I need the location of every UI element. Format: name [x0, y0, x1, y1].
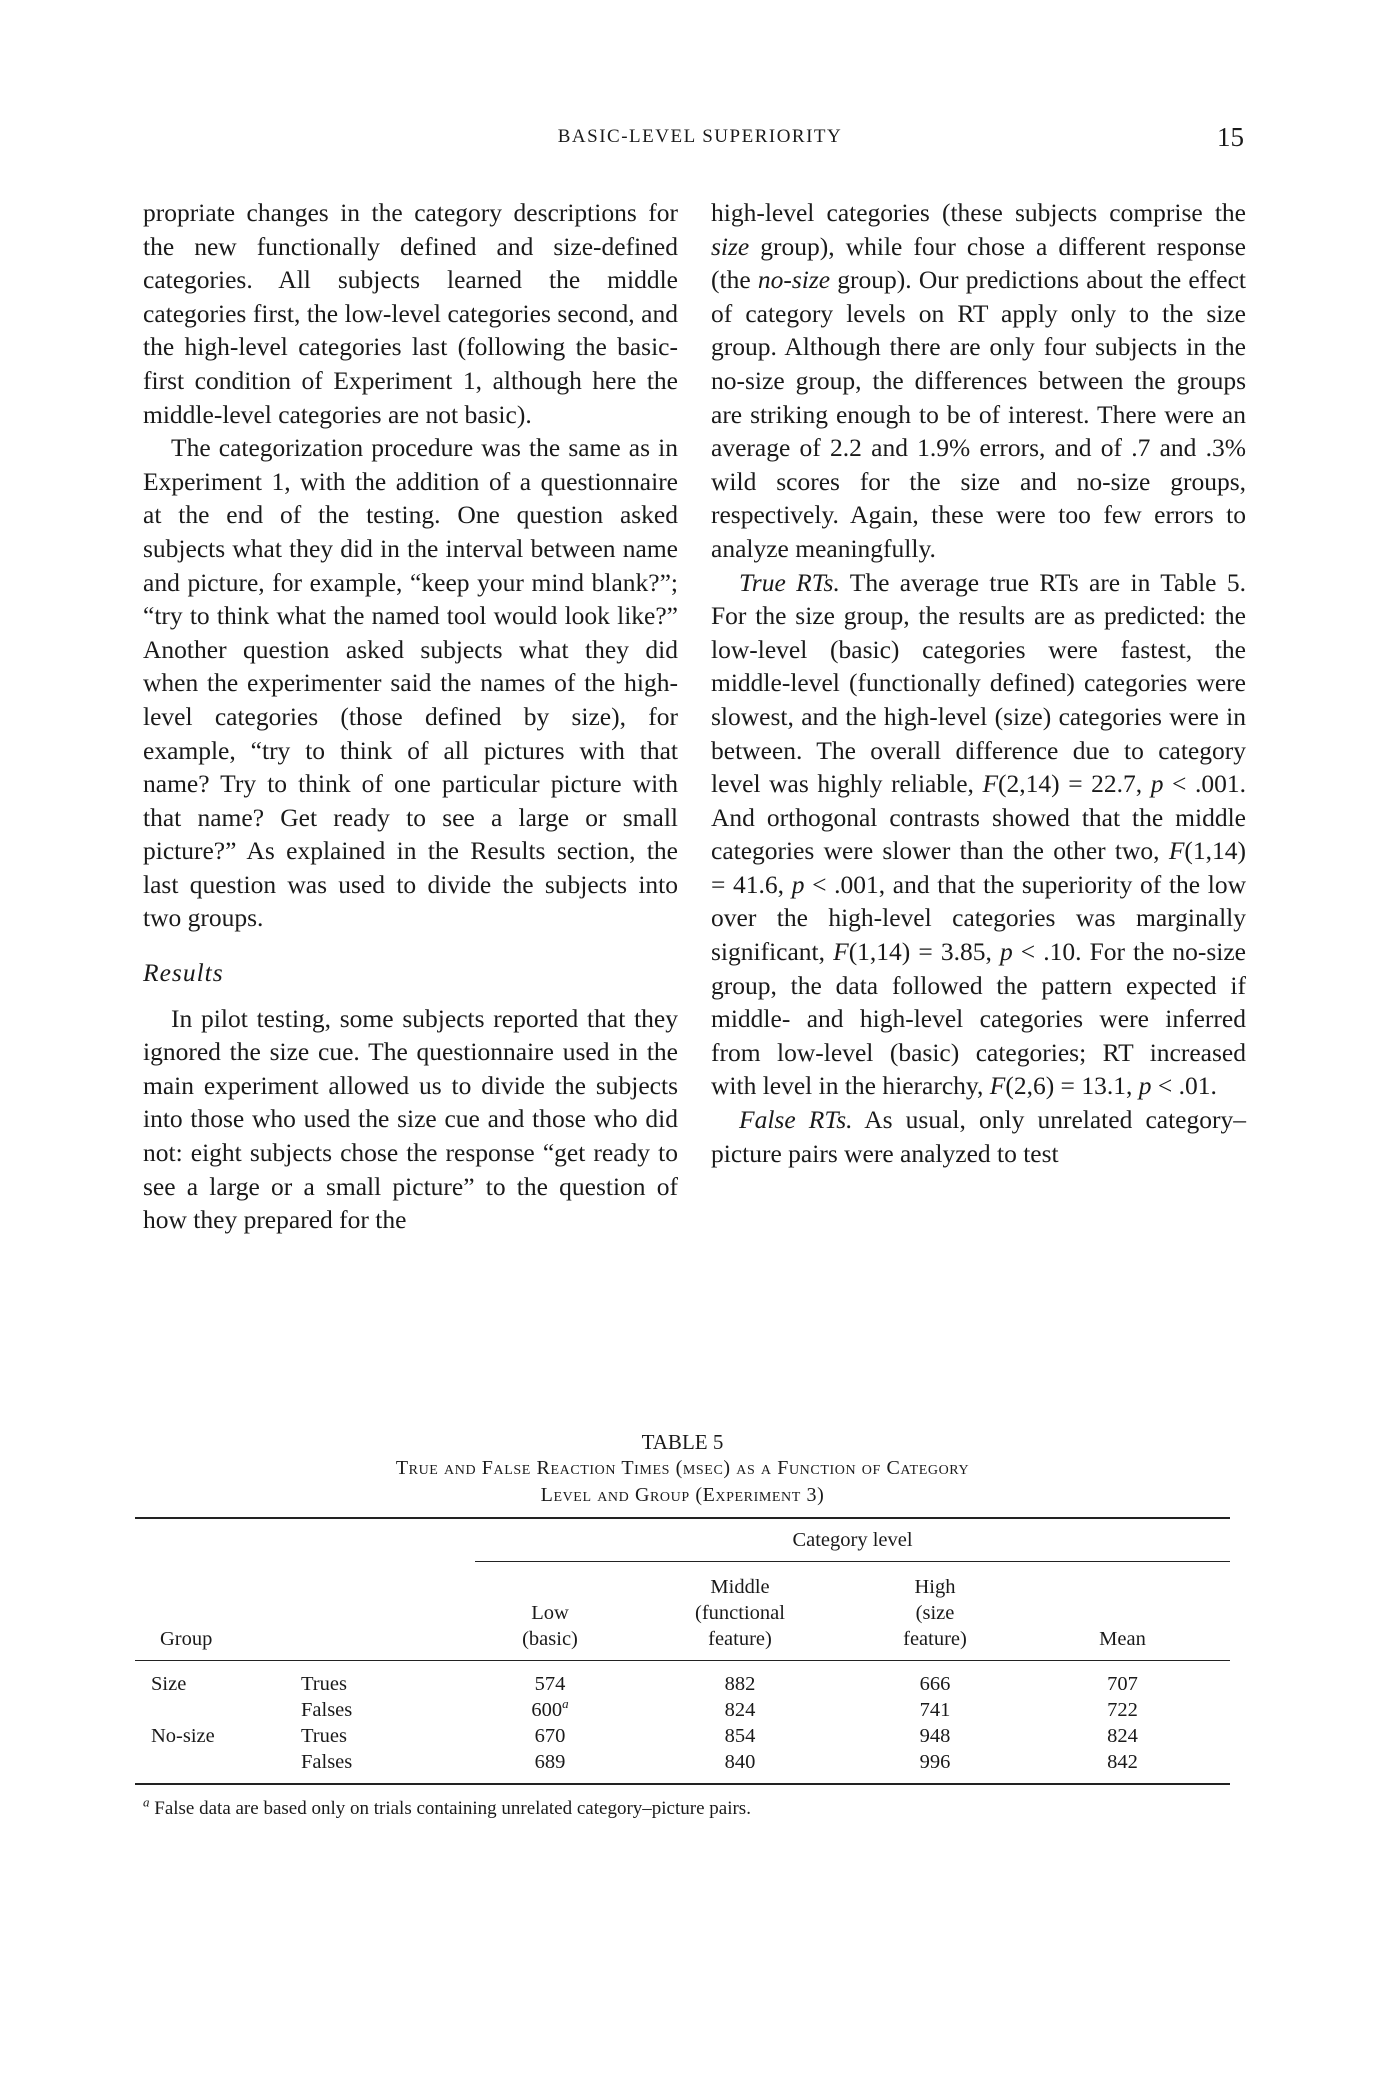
cell-type: Falses	[301, 1751, 353, 1773]
table-header-row	[135, 1562, 1230, 1661]
right-paragraph-3	[711, 1103, 1246, 1170]
stat-symbol: p	[1138, 1071, 1152, 1101]
text-span: < .01.	[1151, 1071, 1217, 1101]
footnote-marker: a	[143, 1794, 150, 1810]
col-header-low-line: Low	[531, 1602, 569, 1624]
cell-mean: 707	[1107, 1673, 1138, 1695]
col-header-middle	[625, 1562, 855, 1661]
cell-group: No-size	[151, 1725, 215, 1747]
cell-low	[475, 1697, 625, 1723]
stat-symbol: F	[982, 769, 999, 799]
table-caption	[293, 1455, 1073, 1509]
cell-mean: 722	[1107, 1699, 1138, 1721]
cell-mean: 824	[1107, 1725, 1138, 1747]
text-span: < .10. For the no-size group, the data followed the pattern expected if middle- and high-level categories were inferred from low-level (basic) categories; RT increased with level in the hierarchy,	[711, 937, 1246, 1101]
cell-high: 666	[919, 1673, 951, 1695]
cell-type: Trues	[301, 1673, 347, 1695]
text-span: The average true RTs are in Table 5. For the size group, the results are as predicted: the low-level (basic) categories were fastest, the middle-level (functionally defined) categories were slowest, and the high-level (size) categories were in between. The overall difference due to category level was highly reliable,	[711, 567, 1247, 799]
left-paragraph-3: In pilot testing, some subjects reported that they ignored the size cue. The questionnaire used in the main experiment allowed us to divide the subjects into those who used the size cue and those who did not: eight subjects chose the response “get ready to see a large or a small picture” to the question of how they prepared for the	[143, 1003, 678, 1235]
cell-high: 996	[919, 1751, 951, 1773]
text-span: (2,14) = 22.7,	[998, 769, 1151, 799]
footnote-marker: a	[562, 1696, 569, 1712]
table-row	[135, 1723, 1230, 1749]
right-column	[711, 196, 1246, 1170]
right-paragraph-1	[711, 196, 1246, 566]
cell-mean: 842	[1107, 1751, 1138, 1773]
cell-group: Size	[151, 1673, 187, 1695]
table-caption-line-2: Level and Group (Experiment 3)	[540, 1484, 825, 1506]
cell-middle: 840	[724, 1751, 756, 1773]
stat-symbol: p	[1150, 769, 1164, 799]
col-header-blank	[285, 1562, 475, 1661]
cell-high: 948	[919, 1725, 951, 1747]
paragraph-lead-false-rts: False RTs.	[739, 1105, 853, 1135]
cell-low: 689	[534, 1751, 566, 1773]
cell-group	[135, 1697, 285, 1723]
running-title: BASIC-LEVEL SUPERIORITY	[557, 126, 843, 147]
footnote-text: False data are based only on trials containing unrelated category–picture pairs.	[154, 1798, 751, 1819]
col-header-middle-line: feature)	[708, 1628, 772, 1650]
text-span: group). Our predictions about the effect of category levels on RT apply only to the size group. Although there are only four subjects in the no-size group, the differences between the groups are striking enough to be of interest. There were an average of 2.2 and 1.9% errors, and of .7 and .3% wild scores for the size and no-size groups, respectively. Again, these were too few errors to analyze meaningfully.	[711, 265, 1246, 563]
col-header-mean: Mean	[1099, 1628, 1146, 1650]
stat-symbol: p	[791, 869, 805, 899]
table-row	[135, 1749, 1230, 1784]
left-paragraph-1: propriate changes in the category descriptions for the new functionally defined and size-defined categories. All subjects learned the middle categories first, the low-level categories second, and the high-level categories last (following the basic-first condition of Experiment 1, although here the middle-level categories are not basic).	[143, 198, 678, 429]
cell-low: 670	[534, 1725, 566, 1747]
stat-symbol: F	[989, 1071, 1006, 1101]
col-header-middle-line: (functional	[695, 1602, 785, 1624]
page-number: 15	[1217, 122, 1244, 152]
spanner-empty	[135, 1518, 475, 1562]
stat-symbol: F	[833, 937, 849, 967]
table-row	[135, 1661, 1230, 1698]
text-span: As usual, only unrelated category–picture pairs were analyzed to test	[711, 1105, 1246, 1168]
col-header-high-line: (size	[915, 1602, 955, 1624]
right-paragraph-2	[711, 566, 1246, 1104]
cell-middle: 854	[724, 1725, 756, 1747]
italic-term-size: size	[711, 231, 750, 261]
cell-high: 741	[919, 1699, 951, 1721]
table-row	[135, 1697, 1230, 1723]
text-span: (1,14) = 41.6,	[711, 836, 1246, 899]
table-caption-line-1: True and False Reaction Times (msec) as a Function of Category	[395, 1457, 970, 1479]
cell-middle: 882	[724, 1673, 756, 1695]
text-span: high-level categories (these subjects comprise the	[711, 198, 1246, 227]
col-header-high-line: High	[914, 1576, 956, 1598]
cell-type: Falses	[301, 1699, 353, 1721]
col-header-high-line: feature)	[903, 1628, 967, 1650]
table-spanner-row	[135, 1518, 1230, 1562]
text-span: (1,14) = 3.85,	[848, 937, 1000, 967]
paragraph-lead-true-rts: True RTs.	[739, 567, 840, 597]
stat-symbol: F	[1168, 836, 1185, 866]
col-header-high	[855, 1562, 1015, 1661]
table-number: TABLE 5	[641, 1430, 724, 1454]
text-span: < .001, and that the superiority of the low over the high-level categories was marginally significant,	[711, 869, 1246, 967]
left-column	[143, 196, 678, 1237]
col-header-low	[475, 1562, 625, 1661]
cell-type: Trues	[301, 1725, 347, 1747]
table-footnote	[135, 1794, 1230, 1821]
text-span: < .001. And orthogonal contrasts showed that the middle categories were slower than the other two,	[711, 769, 1246, 866]
cell-middle: 824	[724, 1699, 756, 1721]
cell-low-value: 600	[531, 1699, 563, 1721]
col-header-low-line: (basic)	[522, 1628, 578, 1650]
running-head	[0, 122, 1400, 152]
col-header-middle-line: Middle	[710, 1576, 770, 1598]
italic-term-no-size: no-size	[757, 265, 831, 295]
col-header-group: Group	[160, 1628, 213, 1650]
cell-low: 574	[534, 1673, 566, 1695]
cell-group	[135, 1749, 285, 1784]
text-span: (2,6) = 13.1,	[1005, 1071, 1139, 1101]
text-span: group), while four chose a different response (the	[711, 231, 1246, 295]
stat-symbol: p	[999, 937, 1013, 967]
reaction-time-table	[135, 1517, 1230, 1785]
table-5	[135, 1430, 1230, 1821]
category-level-spanner: Category level	[475, 1518, 1230, 1562]
results-heading: Results	[143, 958, 224, 988]
left-paragraph-2: The categorization procedure was the same as in Experiment 1, with the addition of a questionnaire at the end of the testing. One question asked subjects what they did in the interval between name and picture, for example, “keep your mind blank?”; “try to think what the named tool would look like?” Another question asked subjects what they did when the experimenter said the names of the high-level categories (those defined by size), for example, “try to think of all pictures with that name? Try to think of one particular picture with that name? Get ready to see a large or small picture?” As explained in the Results section, the last question was used to divide the subjects into two groups.	[143, 433, 678, 933]
